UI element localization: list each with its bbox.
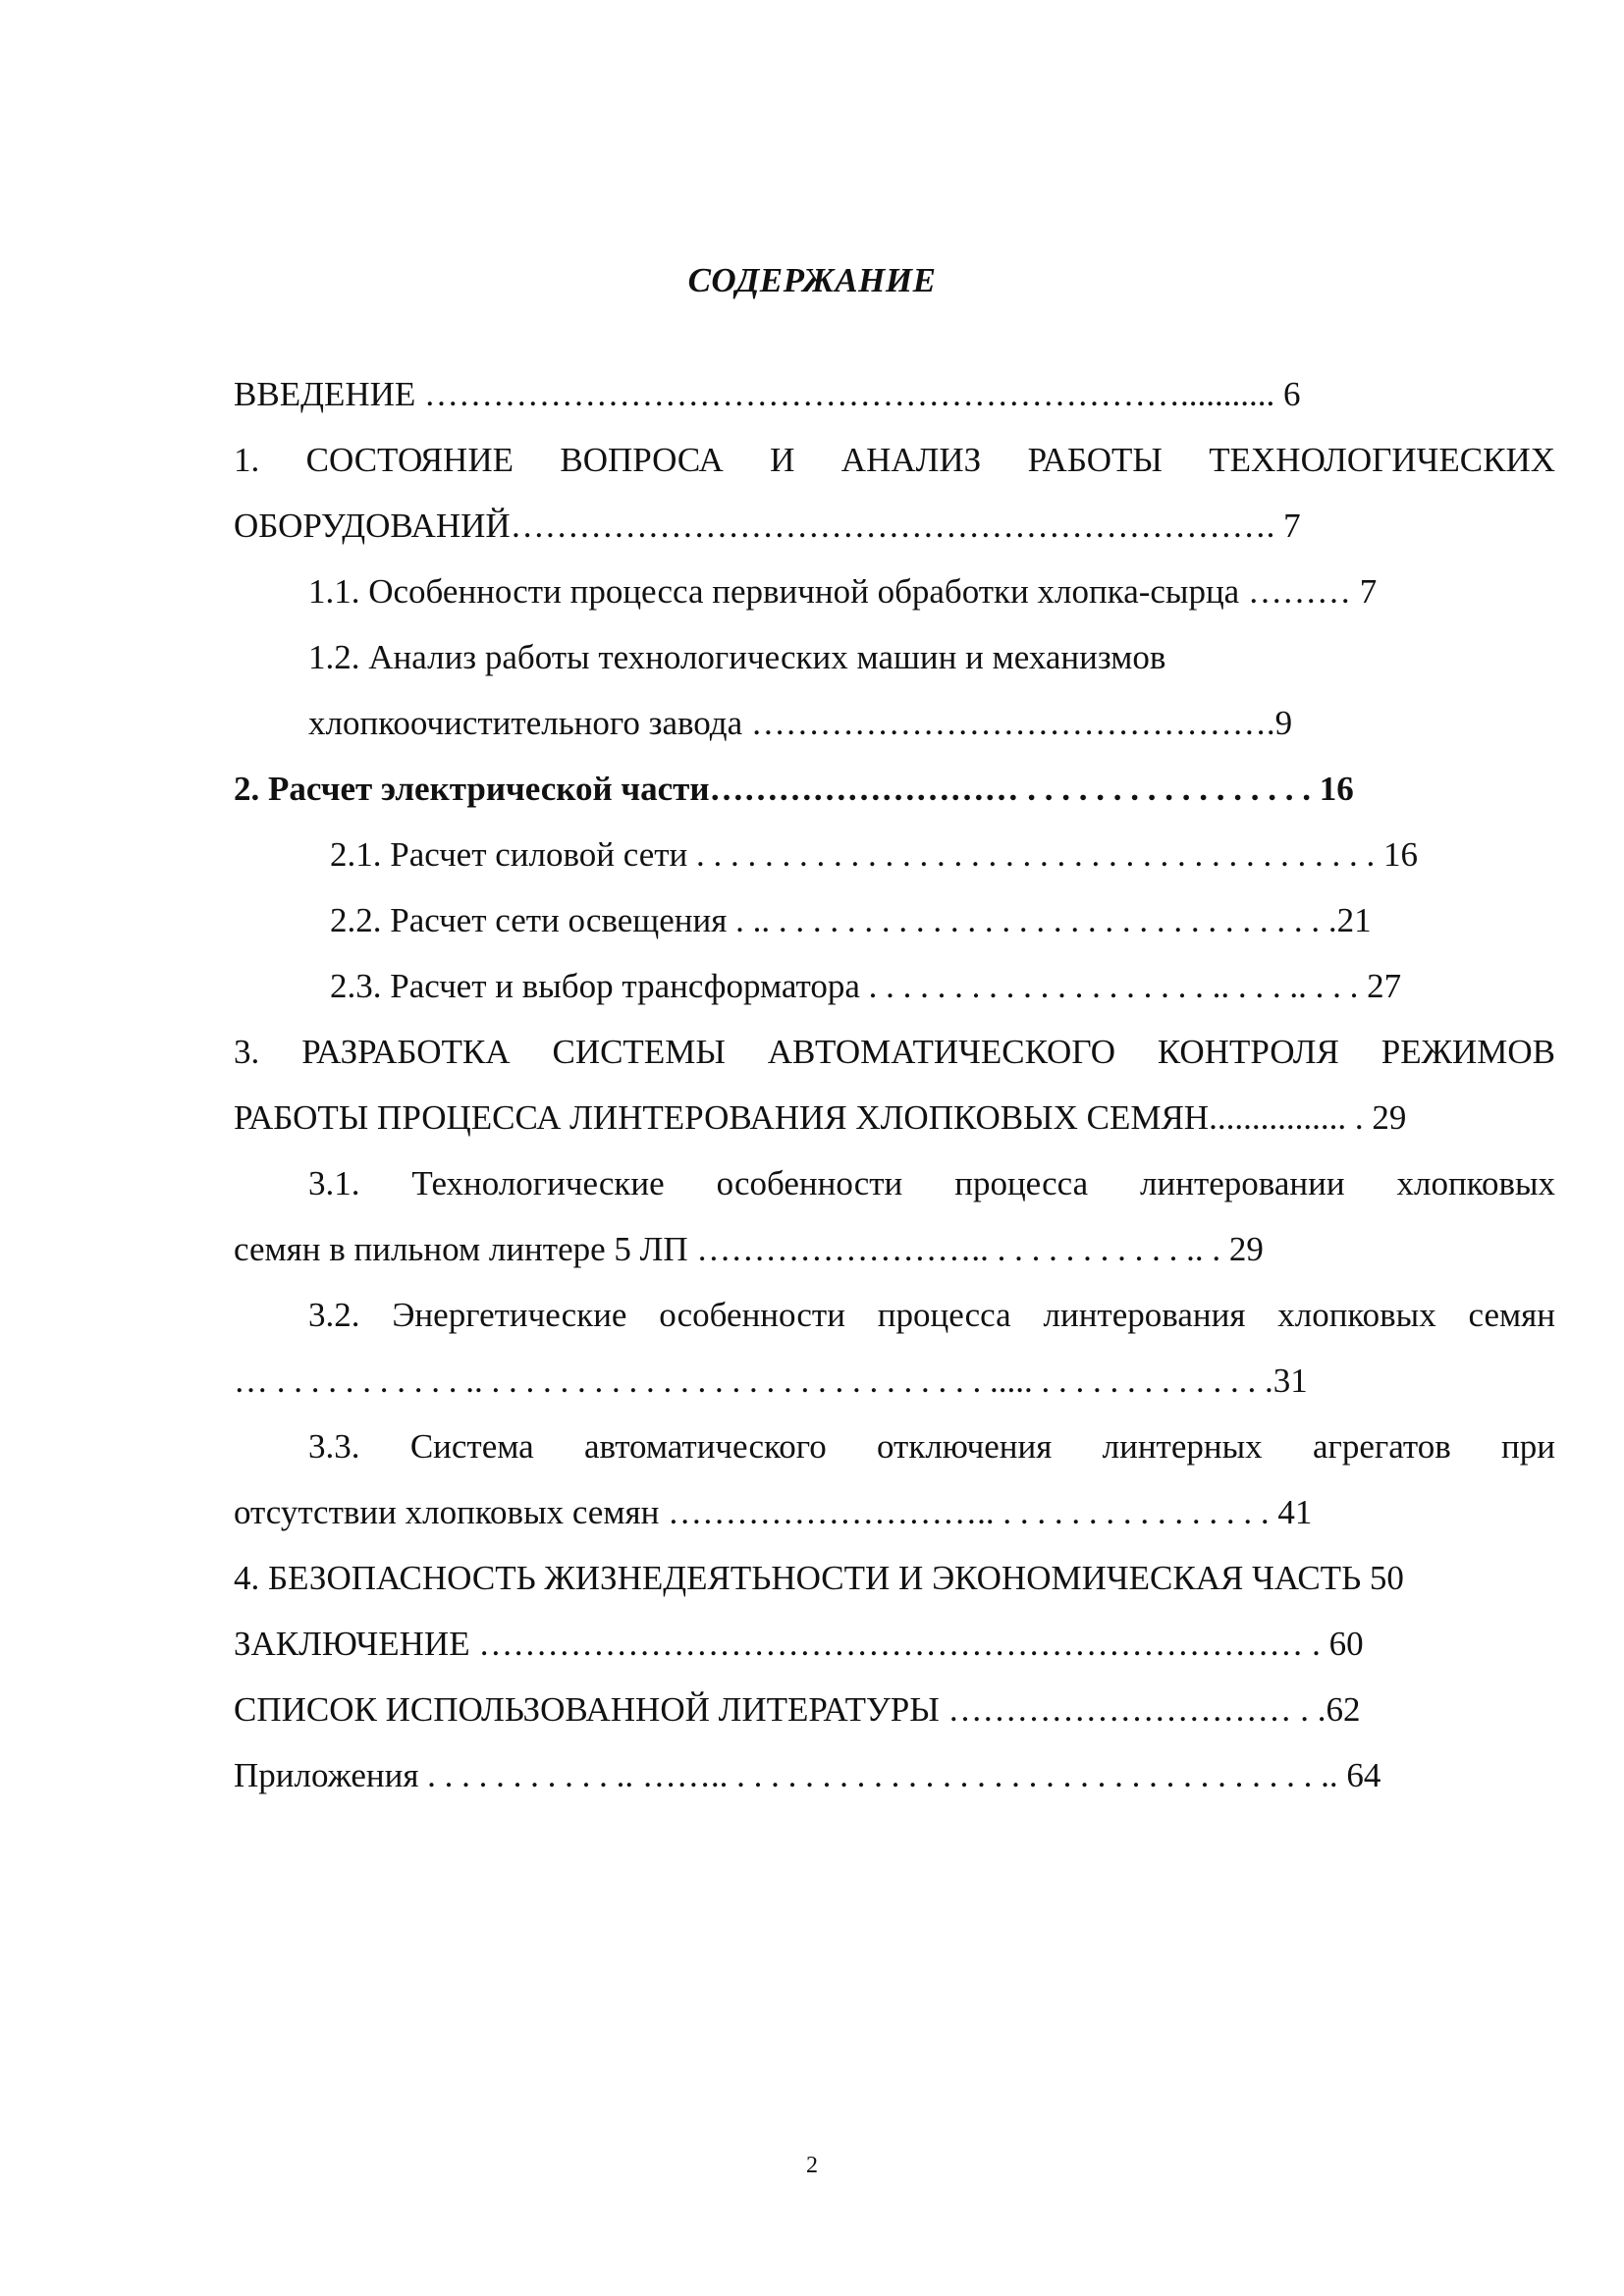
toc-entry-references: СПИСОК ИСПОЛЬЗОВАННОЙ ЛИТЕРАТУРЫ ………………………… . .62 — [234, 1690, 1361, 1729]
toc-entry-section-1: 1. СОСТОЯНИЕ ВОПРОСА И АНАЛИЗ РАБОТЫ ТЕХНОЛОГИЧЕСКИХ — [234, 441, 1555, 479]
toc-entry-section-3-3: 3.3. Система автоматического отключения линтерных агрегатов при — [308, 1427, 1555, 1466]
toc-entry-conclusion: ЗАКЛЮЧЕНИЕ ……………………………………………………………… . 60 — [234, 1625, 1364, 1663]
toc-entry-section-3-1: 3.1. Технологические особенности процесса линтеровании хлопковых — [308, 1164, 1555, 1202]
toc-entry-section-2-3: 2.3. Расчет и выбор трансформатора . . . . . . . . . . . . . . . . . . . . .. . . . .. . . . 27 — [330, 967, 1402, 1005]
toc-entry-section-1-1: 1.1. Особенности процесса первичной обработки хлопка-сырца ……… 7 — [308, 572, 1378, 611]
toc-entry-section-3-1-cont: семян в пильном линтере 5 ЛП …………………….. . . . . . . . . . . . .. . 29 — [234, 1230, 1264, 1268]
toc-entry-section-3: 3. РАЗРАБОТКА СИСТЕМЫ АВТОМАТИЧЕСКОГО КОНТРОЛЯ РЕЖИМОВ — [234, 1033, 1555, 1071]
toc-entry-section-1-2: 1.2. Анализ работы технологических машин и механизмов — [308, 638, 1166, 676]
toc-entry-section-2-2: 2.2. Расчет сети освещения . .. . . . . . . . . . . . . . . . . . . . . . . . . . . . . . . . . .21 — [330, 901, 1372, 939]
toc-entry-section-4: 4. БЕЗОПАСНОСТЬ ЖИЗНЕДЕЯТЬНОСТИ И ЭКОНОМИЧЕСКАЯ ЧАСТЬ 50 — [234, 1559, 1404, 1597]
toc-entry-section-1-2-cont: хлопкоочистительного завода ……………………………………….9 — [308, 704, 1293, 742]
toc-entry-introduction: ВВЕДЕНИЕ …………………………………………………………........... 6 — [234, 375, 1301, 413]
toc-entry-section-3-cont: РАБОТЫ ПРОЦЕССА ЛИНТЕРОВАНИЯ ХЛОПКОВЫХ СЕМЯН................ . 29 — [234, 1098, 1407, 1137]
toc-entry-section-1-cont: ОБОРУДОВАНИЙ…………………………………………………………. 7 — [234, 507, 1301, 545]
toc-entry-section-3-2: 3.2. Энергетические особенности процесса линтерования хлопковых семян — [308, 1296, 1555, 1334]
toc-entry-appendices: Приложения . . . . . . . . . . . .. …….. . . . . . . . . . . . . . . . . . . . . . . . . . . . . . . . . . . .. 64 — [234, 1756, 1381, 1794]
toc-entry-section-2-1: 2.1. Расчет силовой сети . . . . . . . . . . . . . . . . . . . . . . . . . . . . . . . . . . . . . . . . 16 — [330, 835, 1419, 874]
page-title: СОДЕРЖАНИЕ — [687, 261, 937, 299]
toc-entry-section-3-3-cont: отсутствии хлопковых семян ……………………….. . . . . . . . . . . . . . . . . 41 — [234, 1493, 1313, 1531]
page-number: 2 — [806, 2153, 818, 2178]
toc-entry-section-3-2-cont: … . . . . . . . . . . . .. . . . . . . . . . . . . . . . . . . . . . . . . . . . . . ..... . . . . . . . . . . . . . .31 — [234, 1362, 1308, 1400]
toc-entry-section-2: 2. Расчет электрической части……………………… . . . . . . . . . . . . . . . . . 16 — [234, 770, 1354, 808]
